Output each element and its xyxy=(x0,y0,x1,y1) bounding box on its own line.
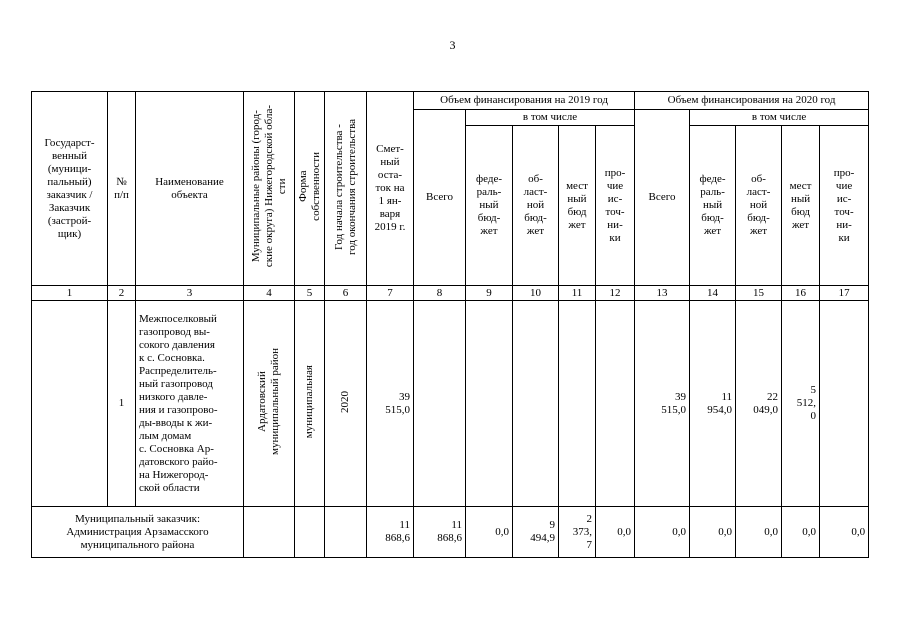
cell-total-2020: 39 515,0 xyxy=(635,301,690,507)
header-other-2020: про- чие ис- точ- ни- ки xyxy=(820,126,869,286)
cell-total-2019: 11 868,6 xyxy=(414,507,466,558)
column-number: 4 xyxy=(244,286,295,301)
cell-regional-2020: 22 049,0 xyxy=(736,301,782,507)
page-number: 3 xyxy=(449,38,456,52)
column-number: 10 xyxy=(513,286,559,301)
header-regional-2020: об- ласт- ной бюд- жет xyxy=(736,126,782,286)
cell-empty xyxy=(325,507,367,558)
header-total-2020: Всего xyxy=(635,110,690,286)
column-number: 11 xyxy=(559,286,596,301)
column-number: 17 xyxy=(820,286,869,301)
header-local-2020: мест ный бюд жет xyxy=(782,126,820,286)
cell-total-2020: 0,0 xyxy=(635,507,690,558)
cell-federal-2020: 11 954,0 xyxy=(690,301,736,507)
total-row xyxy=(32,507,869,558)
header-including-2019: в том числе xyxy=(466,110,635,126)
cell-local-2020: 5 512, 0 xyxy=(782,301,820,507)
header-including-2020: в том числе xyxy=(690,110,869,126)
column-number: 14 xyxy=(690,286,736,301)
column-number-row xyxy=(32,286,869,301)
cell-customer xyxy=(32,301,108,507)
header-local-2019: мест ный бюд жет xyxy=(559,126,596,286)
header-federal-2019: феде- раль- ный бюд- жет xyxy=(466,126,513,286)
header-regional-2019: об- ласт- ной бюд- жет xyxy=(513,126,559,286)
cell-years: 2020 xyxy=(325,301,367,507)
cell-ownership: муниципальная xyxy=(295,301,325,507)
column-number: 15 xyxy=(736,286,782,301)
cell-district: Ардатовский муниципальный район xyxy=(244,301,295,507)
table-row xyxy=(32,301,869,507)
cell-empty xyxy=(295,507,325,558)
header-total-2019: Всего xyxy=(414,110,466,286)
header-fin-2020: Объем финансирования на 2020 год xyxy=(635,92,869,110)
column-number: 12 xyxy=(596,286,635,301)
header-federal-2020: феде- раль- ный бюд- жет xyxy=(690,126,736,286)
column-number: 9 xyxy=(466,286,513,301)
column-number: 1 xyxy=(32,286,108,301)
header-districts: Муниципальные районы (город- ские округа) Нижегородской обла- сти xyxy=(244,92,295,286)
cell-remaining: 39 515,0 xyxy=(367,301,414,507)
header-remaining: Смет- ный оста- ток на 1 ян- варя 2019 г. xyxy=(367,92,414,286)
cell-local-2019 xyxy=(559,301,596,507)
column-number: 16 xyxy=(782,286,820,301)
cell-total-local-2019: 2 373, 7 xyxy=(559,507,596,558)
cell-total-remaining: 11 868,6 xyxy=(367,507,414,558)
cell-total-other-2020: 0,0 xyxy=(820,507,869,558)
column-number: 3 xyxy=(136,286,244,301)
cell-num: 1 xyxy=(108,301,136,507)
column-number: 8 xyxy=(414,286,466,301)
column-number: 7 xyxy=(367,286,414,301)
cell-total-federal-2020: 0,0 xyxy=(690,507,736,558)
header-other-2019: про- чие ис- точ- ни- ки xyxy=(596,126,635,286)
cell-total-regional-2020: 0,0 xyxy=(736,507,782,558)
cell-total-local-2020: 0,0 xyxy=(782,507,820,558)
header-num: № п/п xyxy=(108,92,136,286)
cell-other-2019 xyxy=(596,301,635,507)
cell-object-name: Межпоселковый газопровод вы- сокого давления к с. Сосновка. Распределитель- ный газопровод низкого давле- ния и газопрово- ды-вводы к жи- лым домам с. Сосновка Ар- датовского райо- на Нижегород- ской области xyxy=(136,301,244,507)
column-number: 6 xyxy=(325,286,367,301)
cell-other-2020 xyxy=(820,301,869,507)
cell-regional-2019 xyxy=(513,301,559,507)
header-ownership: Форма собственности xyxy=(295,92,325,286)
cell-total-regional-2019: 9 494,9 xyxy=(513,507,559,558)
header-object-name: Наименование объекта xyxy=(136,92,244,286)
column-number: 13 xyxy=(635,286,690,301)
cell-total-federal-2019: 0,0 xyxy=(466,507,513,558)
cell-total-2019 xyxy=(414,301,466,507)
cell-empty xyxy=(244,507,295,558)
cell-federal-2019 xyxy=(466,301,513,507)
column-number: 5 xyxy=(295,286,325,301)
cell-total-label: Муниципальный заказчик: Администрация Арзамасского муниципального района xyxy=(32,507,244,558)
header-years: Год начала строительства - год окончания строительства xyxy=(325,92,367,286)
financing-table xyxy=(31,91,869,558)
header-customer: Государст- венный (муници- пальный) заказчик / Заказчик (застрой- щик) xyxy=(32,92,108,286)
header-fin-2019: Объем финансирования на 2019 год xyxy=(414,92,635,110)
cell-total-other-2019: 0,0 xyxy=(596,507,635,558)
column-number: 2 xyxy=(108,286,136,301)
